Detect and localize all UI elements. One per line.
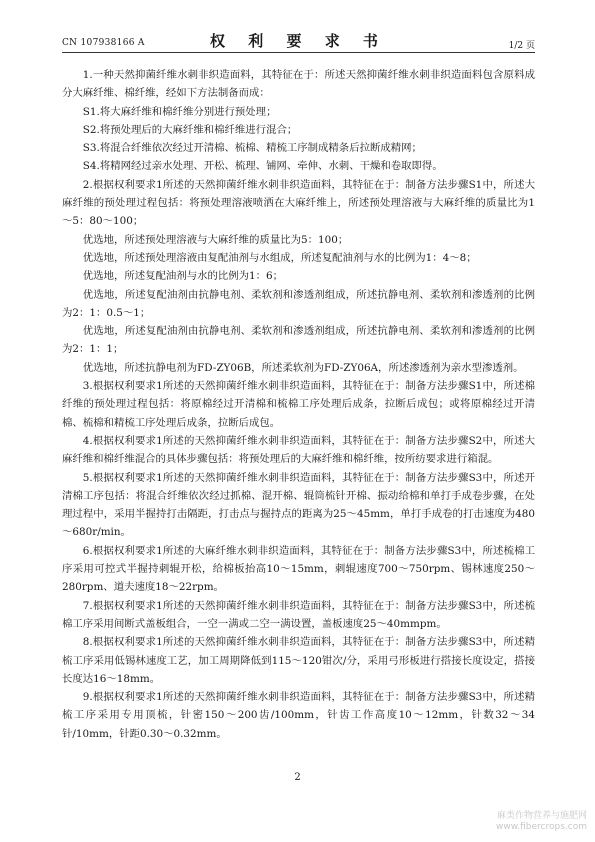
claim-2-preferred: 优选地，所述复配油剂由抗静电剂、柔软剂和渗透剂组成，所述抗静电剂、柔软剂和渗透剂的比例为2：1：1； xyxy=(62,325,535,356)
page-number: 2 xyxy=(294,772,301,783)
claim-9: 9.根据权利要求1所述的天然抑菌纤维水刺非织造面料，其特征在于：制备方法步骤S3中，所述精梳工序采用专用顶梳，针密150～200齿/100mm，针齿工作高度10～12mm，针数32～34针/10mm，针距0.30～0.32mm。 xyxy=(62,691,535,740)
claim-1-step-s1: S1.将大麻纤维和棉纤维分别进行预处理； xyxy=(82,105,277,118)
page-indicator: 1/2 页 xyxy=(508,41,535,51)
claim-3: 3.根据权利要求1所述的天然抑菌纤维水刺非织造面料，其特征在于：制备方法步骤S1中，所述棉纤维的预处理过程包括：将原棉经过开清棉和梳棉工序处理后成条，拉断后成包；或将原棉经过开清棉、梳棉和精梳工序处理后成条，拉断后成包。 xyxy=(62,380,535,429)
claim-4: 4.根据权利要求1所述的天然抑菌纤维水刺非织造面料，其特征在于：制备方法步骤S2中，所述大麻纤维和棉纤维混合的具体步骤包括：将预处理后的大麻纤维和棉纤维，按所纺要求进行箱混。 xyxy=(62,434,535,466)
watermark-site-name: 麻类作物营养与施肥网 xyxy=(496,811,587,821)
claim-1-step-s2: S2.将预处理后的大麻纤维和棉纤维进行混合； xyxy=(82,123,298,136)
document-title: 权 利 要 求 书 xyxy=(210,32,387,50)
claim-1-step-s4: S4.将精网经过亲水处理、开松、梳理、铺网、牵伸、水刺、干燥和卷取即得。 xyxy=(82,160,443,173)
watermark xyxy=(496,811,587,833)
document-number: CN 107938166 A xyxy=(62,38,145,48)
claim-2-preferred: 优选地，所述复配油剂由抗静电剂、柔软剂和渗透剂组成，所述抗静电剂、柔软剂和渗透剂的比例为2：1：0.5～1； xyxy=(62,288,535,319)
watermark-url: www.fibercrops.com xyxy=(496,822,587,832)
claim-5: 5.根据权利要求1所述的天然抑菌纤维水刺非织造面料，其特征在于：制备方法步骤S3中，所述开清棉工序包括：将混合纤维依次经过抓棉、混开棉、辊筒梳针开棉、振动给棉和单打手成卷步骤，在处理过程中，采用半握持打击隔距，打击点与握持点的距离为25～45mm，单打手成卷的打击速度为480～680r/min。 xyxy=(62,471,535,539)
claim-1: 1.一种天然抑菌纤维水刺非织造面料，其特征在于：所述天然抑菌纤维水刺非织造面料包含原料成分大麻纤维、棉纤维，经如下方法制备而成： xyxy=(62,69,535,100)
claim-1-step-s3: S3.将混合纤维依次经过开清棉、梳棉、精梳工序制成精条后拉断成精网； xyxy=(82,142,422,155)
claims-body xyxy=(62,66,535,743)
claim-6: 6.根据权利要求1所述的大麻纤维水刺非织造面料，其特征在于：制备方法步骤S3中，所述梳棉工序采用可控式半握持刺辊开松，给棉板抬高10～15mm，刺辊速度700～750rpm、锡林速度250～280rpm、道夫速度18～22rpm。 xyxy=(62,544,535,594)
claim-7: 7.根据权利要求1所述的天然抑菌纤维水刺非织造面料，其特征在于：制备方法步骤S3中，所述梳棉工序采用间断式盖板组合，一空一满或二空一满设置，盖板速度25～40mmpm。 xyxy=(62,599,535,630)
claim-2-preferred: 优选地，所述复配油剂与水的比例为1：6； xyxy=(82,270,284,283)
page-header xyxy=(62,28,535,53)
claim-2-preferred: 优选地，所述预处理溶液由复配油剂与水组成，所述复配油剂与水的比例为1：4～8； xyxy=(82,251,477,264)
claim-2: 2.根据权利要求1所述的天然抑菌纤维水刺非织造面料，其特征在于：制备方法步骤S1中，所述大麻纤维的预处理过程包括：将预处理溶液喷洒在大麻纤维上，所述预处理溶液与大麻纤维的质量比为1～5：80～100； xyxy=(62,178,535,228)
claim-8: 8.根据权利要求1所述的天然抑菌纤维水刺非织造面料，其特征在于：制备方法步骤S3中，所述精梳工序采用低锡林速度工艺，加工周期降低到115～120钳次/分，采用弓形板进行搭接长度设定，搭接长度达16～18mm。 xyxy=(62,636,535,685)
claim-2-preferred: 优选地，所述预处理溶液与大麻纤维的质量比为5：100； xyxy=(82,233,349,246)
claim-2-preferred: 优选地，所述抗静电剂为FD-ZY06B，所述柔软剂为FD-ZY06A，所述渗透剂为亲水型渗透剂。 xyxy=(82,361,524,374)
